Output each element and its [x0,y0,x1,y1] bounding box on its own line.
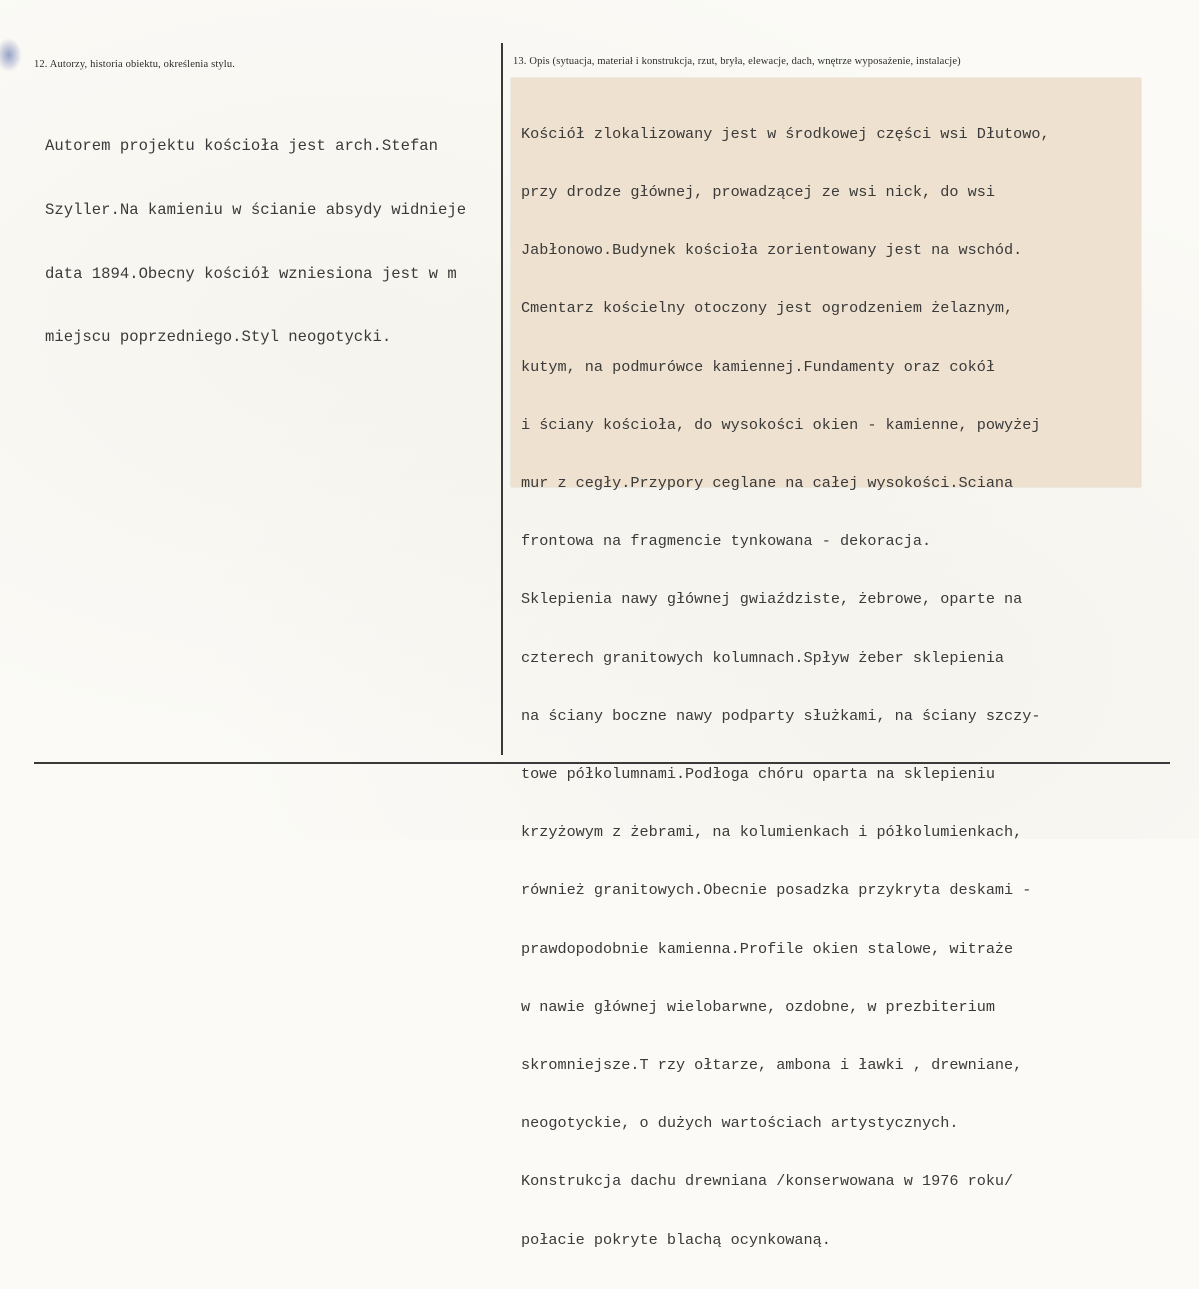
typed-line: miejscu poprzedniego.Styl neogotycki. [45,328,392,347]
typed-line: Autorem projektu kościoła jest arch.Stefan [45,137,439,156]
typed-line: frontowa na fragmencie tynkowana - dekoracja. [521,532,932,551]
typed-line: w nawie głównej wielobarwne, ozdobne, w prezbiterium [521,997,995,1016]
typed-line: data 1894.Obecny kościół wzniesiona jest w m [45,264,457,283]
typed-line: mur z cegły.Przypory ceglane na całej wysokości.Sciana [521,474,1014,493]
typed-line: na ściany boczne nawy podparty służkami, na ściany szczy- [521,706,1041,725]
typed-line: Sklepienia nawy głównej gwiaździste, żebrowe, oparte na [521,590,1023,609]
typed-line: towe półkolumnami.Podłoga chóru oparta na sklepieniu [521,765,995,784]
typed-line: Kościół zlokalizowany jest w środkowej części wsi Dłutowo, [521,124,1050,143]
typed-line: prawdopodobnie kamienna.Profile okien stalowe, witraże [521,939,1014,958]
typed-line: również granitowych.Obecnie posadzka przykryta deskami - [521,881,1032,900]
typed-line: Konstrukcja dachu drewniana /konserwowana w 1976 roku/ [521,1172,1014,1191]
section-12-heading: 12. Autorzy, historia obiektu, określenia stylu. [34,59,236,70]
typed-line: przy drodze głównej, prowadzącej ze wsi nick, do wsi [521,183,995,202]
section-12-typed-text [45,94,515,391]
typed-line: czterech granitowych kolumnach.Spływ żeber sklepienia [521,648,1005,667]
ink-smudge [0,38,22,72]
typed-line: kutym, na podmurówce kamiennej.Fundamenty oraz cokół [521,357,995,376]
typed-line: Jabłonowo.Budynek kościoła zorientowany jest na wschód. [521,241,1023,260]
typed-line: Szyller.Na kamieniu w ścianie absydy widnieje [45,201,467,219]
section-13-heading: 13. Opis (sytuacja, materiał i konstrukcja, rzut, bryła, elewacje, dach, wnętrze wyposażenie, instalacje) [513,56,961,67]
typed-line: neogotyckie, o dużych wartościach artystycznych. [521,1114,959,1133]
typed-line: krzyżowym z żebrami, na kolumienkach i półkolumienkach, [521,823,1023,842]
typed-line: i ściany kościoła, do wysokości okien - kamienne, powyżej [521,415,1041,434]
typed-line: skromniejsze.T rzy ołtarze, ambona i ławki , drewniane, [521,1056,1023,1075]
section-13-typed-text [521,86,1050,1289]
typed-line: Cmentarz kościelny otoczony jest ogrodzeniem żelaznym, [521,299,1014,318]
typed-line: połacie pokryte blachą ocynkowaną. [521,1230,831,1249]
pasted-description-slip [511,78,1141,1249]
